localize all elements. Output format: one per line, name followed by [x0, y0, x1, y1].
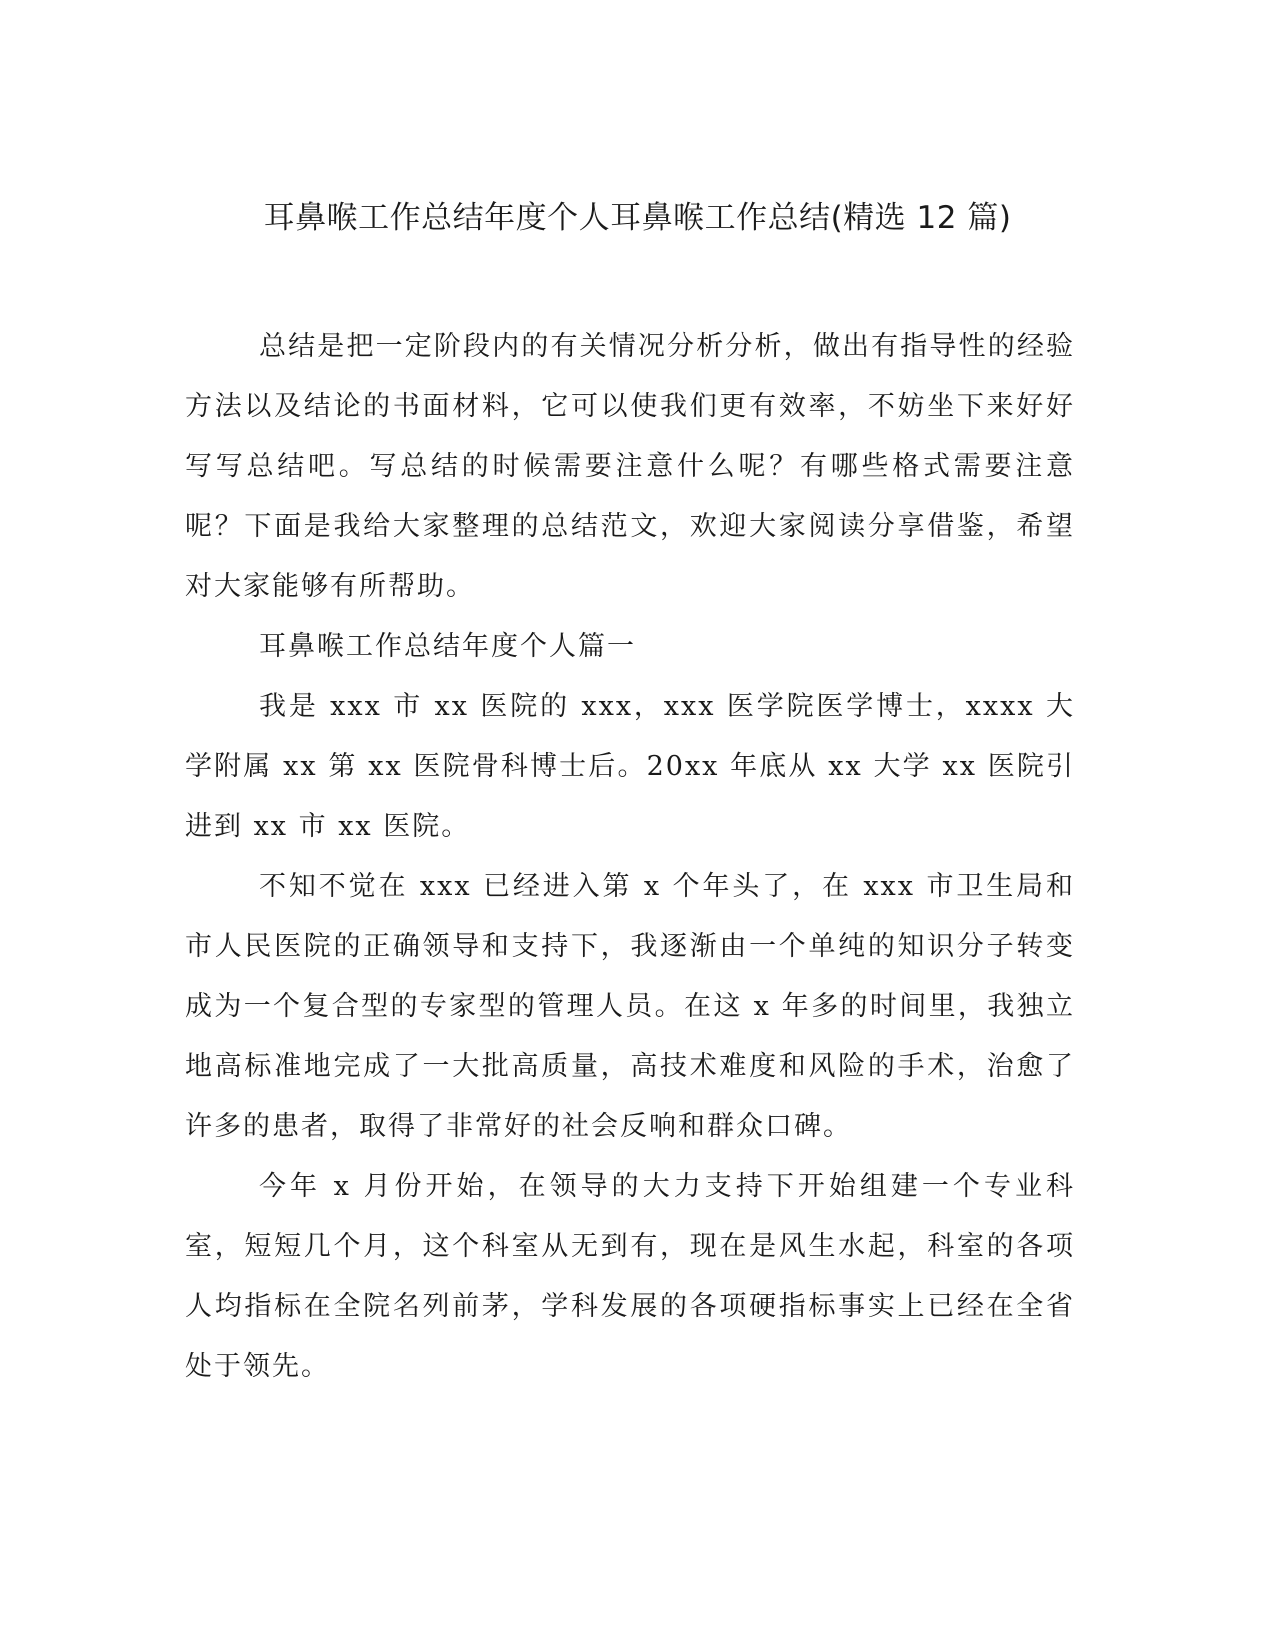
body-paragraph: 不知不觉在 xxx 已经进入第 x 个年头了，在 xxx 市卫生局和市人民医院的正确领导和支持下，我逐渐由一个单纯的知识分子转变成为一个复合型的专家型的管理人员。在这 x 年多的时间里，我独立地高标准地完成了一大批高质量，高技术难度和风险的手术，治愈了许多的患者，取得了非常好的社会反响和群众口碑。 — [185, 871, 1075, 1142]
body-paragraph: 今年 x 月份开始，在领导的大力支持下开始组建一个专业科室，短短几个月，这个科室从无到有，现在是风生水起，科室的各项人均指标在全院名列前茅，学科发展的各项硬指标事实上已经在全省处于领先。 — [185, 1171, 1075, 1382]
section-heading: 耳鼻喉工作总结年度个人篇一 — [259, 631, 636, 662]
document-body — [185, 317, 1075, 1397]
intro-paragraph: 总结是把一定阶段内的有关情况分析分析，做出有指导性的经验方法以及结论的书面材料，它可以使我们更有效率，不妨坐下来好好写写总结吧。写总结的时候需要注意什么呢？有哪些格式需要注意呢？下面是我给大家整理的总结范文，欢迎大家阅读分享借鉴，希望对大家能够有所帮助。 — [185, 331, 1075, 602]
body-paragraph: 我是 xxx 市 xx 医院的 xxx，xxx 医学院医学博士，xxxx 大学附属 xx 第 xx 医院骨科博士后。20xx 年底从 xx 大学 xx 医院引进到 xx 市 xx 医院。 — [185, 691, 1075, 842]
page-title: 耳鼻喉工作总结年度个人耳鼻喉工作总结(精选 12 篇) — [263, 199, 1012, 236]
